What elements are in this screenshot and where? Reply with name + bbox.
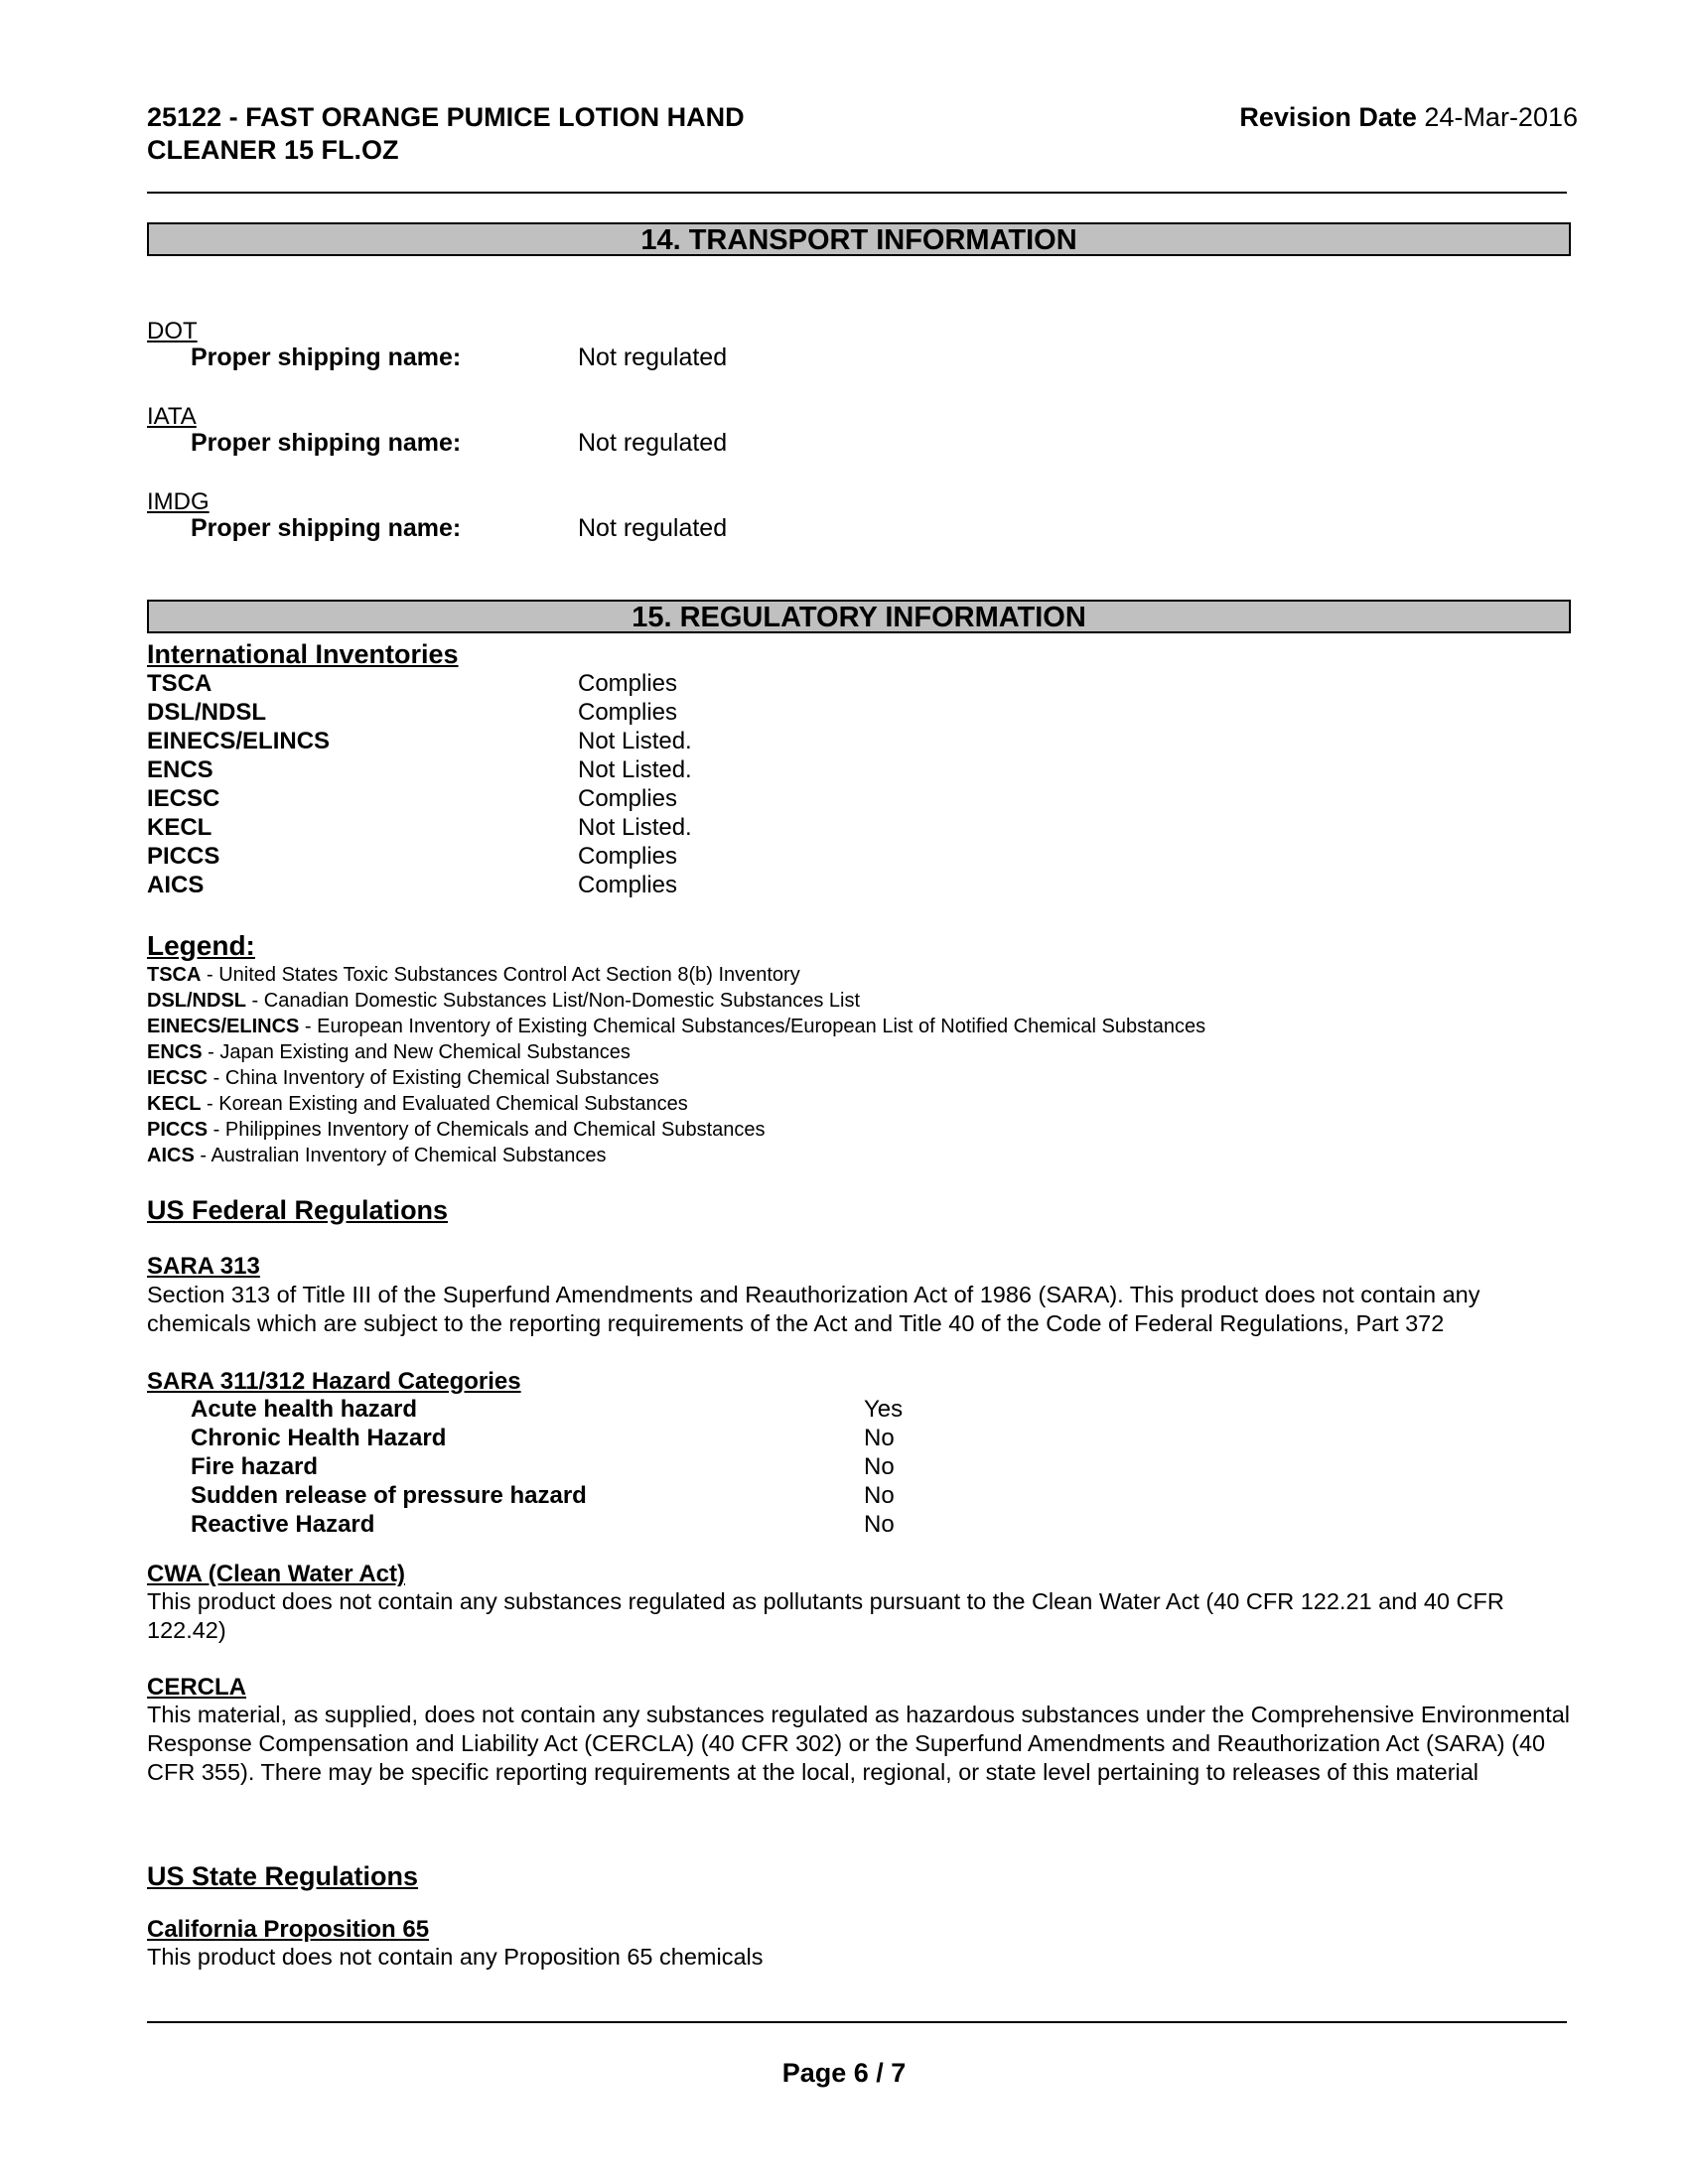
- legend-desc: - European Inventory of Existing Chemical Substances/European List of Notified Chemical Substances: [299, 1016, 1206, 1037]
- legend-item: [147, 988, 860, 1014]
- dot-shipping-value: Not regulated: [578, 343, 728, 371]
- inventory-status: Not Listed.: [578, 728, 692, 754]
- legend-abbr: EINECS/ELINCS: [147, 1016, 300, 1037]
- legend-abbr: PICCS: [147, 1119, 209, 1141]
- footer-divider: [147, 2021, 1567, 2023]
- inventory-name: TSCA: [147, 670, 212, 697]
- inventory-name: DSL/NDSL: [147, 699, 266, 726]
- cwa-text: This product does not contain any substances regulated as pollutants pursuant to the Clean Water Act (40 CFR 122.21 and 40 CFR 122.42): [147, 1588, 1504, 1643]
- hazard-value: No: [864, 1425, 895, 1451]
- legend-heading: Legend:: [147, 930, 255, 961]
- inventory-name: PICCS: [147, 843, 220, 870]
- legend-desc: - United States Toxic Substances Control Act Section 8(b) Inventory: [201, 964, 800, 986]
- revision-date-value: 24-Mar-2016: [1424, 102, 1578, 132]
- dot-label: DOT: [147, 318, 198, 344]
- inventory-row: [147, 871, 1140, 899]
- section-15-title: 15. REGULATORY INFORMATION: [147, 600, 1571, 633]
- hazard-name: Fire hazard: [191, 1453, 319, 1480]
- inventory-row: [147, 842, 1140, 871]
- hazard-value: No: [864, 1511, 895, 1538]
- imdg-shipping-value: Not regulated: [578, 514, 728, 542]
- inventory-row: [147, 669, 1140, 698]
- legend-abbr: ENCS: [147, 1041, 203, 1063]
- us-federal-heading: US Federal Regulations: [147, 1195, 449, 1225]
- inventory-name: IECSC: [147, 785, 220, 812]
- legend-item: [147, 1039, 631, 1065]
- sara311-label: SARA 311/312 Hazard Categories: [147, 1368, 521, 1395]
- sara313-label: SARA 313: [147, 1253, 260, 1280]
- inventory-name: ENCS: [147, 756, 213, 783]
- hazard-row: [191, 1481, 985, 1510]
- inventory-row: [147, 755, 1140, 784]
- inventory-status: Not Listed.: [578, 814, 692, 841]
- legend-abbr: DSL/NDSL: [147, 990, 246, 1012]
- legend-item: [147, 1014, 1205, 1039]
- inventory-row: [147, 698, 1140, 727]
- iata-shipping-value: Not regulated: [578, 429, 728, 457]
- inventory-status: Complies: [578, 670, 678, 697]
- legend-abbr: KECL: [147, 1093, 202, 1115]
- inventories-heading: International Inventories: [147, 639, 459, 669]
- imdg-label: IMDG: [147, 488, 210, 515]
- inventory-status: Complies: [578, 843, 678, 870]
- hazard-name: Sudden release of pressure hazard: [191, 1482, 587, 1509]
- legend-desc: - China Inventory of Existing Chemical Substances: [208, 1067, 659, 1089]
- legend-item: [147, 1091, 688, 1117]
- inventory-name: EINECS/ELINCS: [147, 728, 331, 754]
- hazard-name: Chronic Health Hazard: [191, 1425, 447, 1451]
- iata-label: IATA: [147, 403, 197, 430]
- inventory-row: [147, 813, 1140, 842]
- hazard-value: Yes: [864, 1396, 904, 1423]
- hazard-value: No: [864, 1453, 895, 1480]
- legend-item: [147, 1117, 766, 1143]
- legend-desc: - Australian Inventory of Chemical Substances: [194, 1145, 607, 1166]
- cercla-text: This material, as supplied, does not contain any substances regulated as hazardous substances under the Comprehensive Environmental Response Compensation and Liability Act (CERCLA) (40 CFR 302) or the Superfund Amendments and Reauthorization Act (SARA) (40 CFR 355). There may be specific reporting requirements at the local, regional, or state level pertaining to releases of this material: [147, 1702, 1571, 1785]
- inventory-status: Complies: [578, 785, 678, 812]
- revision-date: [1239, 101, 1578, 134]
- legend-abbr: TSCA: [147, 964, 202, 986]
- legend-item: [147, 1143, 606, 1168]
- document-title: 25122 - FAST ORANGE PUMICE LOTION HAND CLEANER 15 FL.OZ: [147, 102, 745, 165]
- cercla-label: CERCLA: [147, 1674, 246, 1701]
- hazard-row: [191, 1452, 985, 1481]
- hazard-row: [191, 1510, 985, 1539]
- prop65-label: California Proposition 65: [147, 1916, 430, 1943]
- hazard-name: Acute health hazard: [191, 1396, 418, 1423]
- section-14-title: 14. TRANSPORT INFORMATION: [147, 222, 1571, 256]
- legend-desc: - Japan Existing and New Chemical Substances: [202, 1041, 631, 1063]
- inventory-row: [147, 727, 1140, 755]
- header-divider: [147, 192, 1567, 194]
- legend-desc: - Canadian Domestic Substances List/Non-Domestic Substances List: [246, 990, 861, 1012]
- inventory-status: Complies: [578, 872, 678, 898]
- us-state-heading: US State Regulations: [147, 1861, 419, 1891]
- prop65-text: This product does not contain any Proposition 65 chemicals: [147, 1944, 764, 1970]
- hazard-row: [191, 1424, 985, 1452]
- legend-desc: - Korean Existing and Evaluated Chemical Substances: [201, 1093, 688, 1115]
- page-number: Page 6 / 7: [781, 2058, 907, 2088]
- iata-shipping-label: Proper shipping name:: [191, 429, 462, 457]
- inventory-name: AICS: [147, 872, 205, 898]
- imdg-shipping-label: Proper shipping name:: [191, 514, 462, 542]
- legend-abbr: AICS: [147, 1145, 195, 1166]
- sara313-text: Section 313 of Title III of the Superfund Amendments and Reauthorization Act of 1986 (SARA). This product does not contain any chemicals which are subject to the reporting requirements of the Act and Title 40 of the Code of Federal Regulations, Part 372: [147, 1282, 1480, 1336]
- revision-date-label: Revision Date: [1239, 102, 1417, 132]
- inventory-status: Complies: [578, 699, 678, 726]
- inventory-row: [147, 784, 1140, 813]
- legend-desc: - Philippines Inventory of Chemicals and Chemical Substances: [208, 1119, 766, 1141]
- legend-item: [147, 1065, 659, 1091]
- dot-shipping-label: Proper shipping name:: [191, 343, 462, 371]
- legend-item: [147, 962, 800, 988]
- cwa-label: CWA (Clean Water Act): [147, 1561, 406, 1587]
- hazard-row: [191, 1395, 985, 1424]
- hazard-value: No: [864, 1482, 895, 1509]
- inventory-name: KECL: [147, 814, 212, 841]
- hazard-name: Reactive Hazard: [191, 1511, 375, 1538]
- inventory-status: Not Listed.: [578, 756, 692, 783]
- legend-abbr: IECSC: [147, 1067, 209, 1089]
